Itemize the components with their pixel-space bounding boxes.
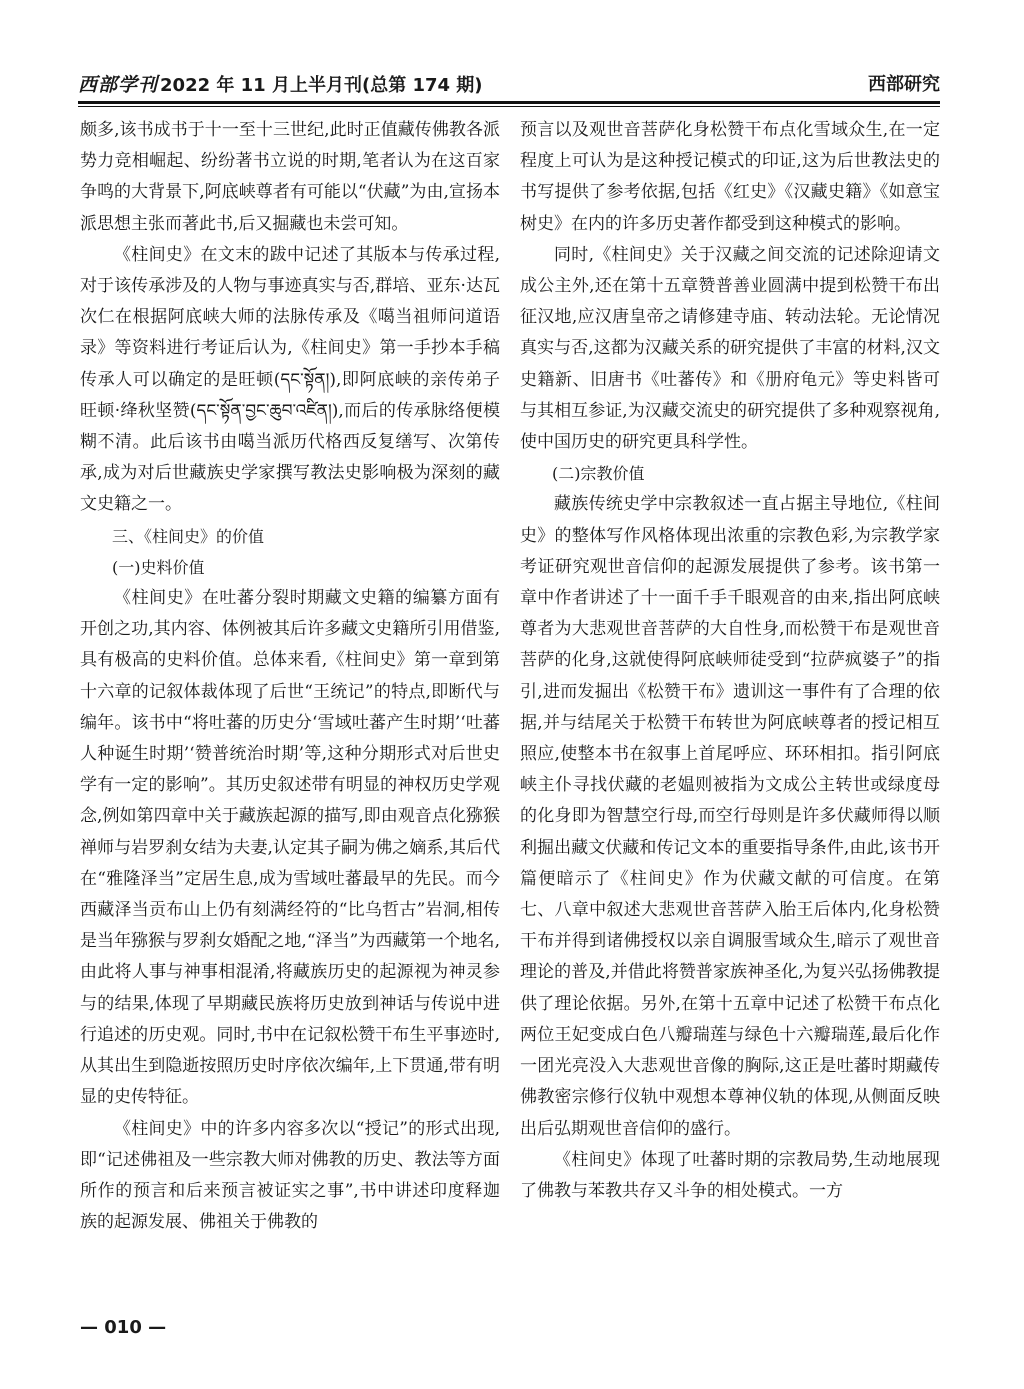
header-rule-thick (78, 101, 940, 104)
header-rule-thin (78, 106, 940, 107)
journal-masthead (78, 70, 483, 97)
subsection-heading: (二)宗教价值 (552, 464, 645, 484)
paragraph: 《柱间史》体现了吐蕃时期的宗教局势,生动地展现了佛教与苯教共存又斗争的相处模式。一方 (520, 1149, 940, 1201)
section-title: 西部研究 (868, 74, 940, 95)
paragraph: 《柱间史》在吐蕃分裂时期藏文史籍的编纂方面有开创之功,其内容、体例被其后许多藏文史籍所引用借鉴,具有极高的史料价值。总体来看,《柱间史》第一章到第十六章的记叙体裁体现了后世“王统记”的特点,即断代与编年。该书中“将吐蕃的历史分‘雪域吐蕃产生时期’‘吐蕃人种诞生时期’‘赞普统治时期’等,这种分期形式对后世史学有一定的影响”。其历史叙述带有明显的神权历史学观念,例如第四章中关于藏族起源的描写,即由观音点化猕猴禅师与岩罗刹女结为夫妻,认定其子嗣为佛之嫡系,其后代在“雅隆泽当”定居生息,成为雪域吐蕃最早的先民。而今西藏泽当贡布山上仍有刻满经符的“比乌哲古”岩洞,相传是当年猕猴与罗刹女婚配之地,“泽当”为西藏第一个地名,由此将人事与神事相混淆,将藏族历史的起源视为神灵参与的结果,体现了早期藏民族将历史放到神话与传说中进行追述的历史观。同时,书中在记叙松赞干布生平事迹时,从其出生到隐逝按照历史时序依次编年,上下贯通,带有明显的史传特征。 (80, 588, 500, 1108)
issue-info: 2022 年 11 月上半月刊(总第 174 期) (160, 75, 483, 96)
paragraph: 颇多,该书成书于十一至十三世纪,此时正值藏传佛教各派势力竞相崛起、纷纷著书立说的时期,笔者认为在这百家争鸣的大背景下,阿底峡尊者有可能以“伏藏”为由,宣扬本派思想主张而著此书,后又掘藏也未尝可知。 (80, 120, 500, 234)
left-column (80, 115, 500, 1238)
right-column (520, 115, 940, 1207)
paragraph: 《柱间史》中的许多内容多次以“授记”的形式出现,即“记述佛祖及一些宗教大师对佛教的历史、教法等方面所作的预言和后来预言被证实之事”,书中讲述印度释迦族的起源发展、佛祖关于佛教的 (80, 1118, 500, 1233)
paragraph: 藏族传统史学中宗教叙述一直占据主导地位,《柱间史》的整体写作风格体现出浓重的宗教色彩,为宗教学家考证研究观世音信仰的起源发展提供了参考。该书第一章中作者讲述了十一面千手千眼观音的由来,指出阿底峡尊者为大悲观世音菩萨的大自性身,而松赞干布是观世音菩萨的化身,这就使得阿底峡师徒受到“拉萨疯婆子”的指引,进而发掘出《松赞干布》遗训这一事件有了合理的依据,并与结尾关于松赞干布转世为阿底峡尊者的授记相互照应,使整本书在叙事上首尾呼应、环环相扣。指引阿底峡主仆寻找伏藏的老媪则被指为文成公主转世或绿度母的化身即为智慧空行母,而空行母则是许多伏藏师得以顺利掘出藏文伏藏和传记文本的重要指导条件,由此,该书开篇便暗示了《柱间史》作为伏藏文献的可信度。在第七、八章中叙述大悲观世音菩萨入胎王后体内,化身松赞干布并得到诸佛授权以亲自调服雪域众生,暗示了观世音理论的普及,并借此将赞普家族神圣化,为复兴弘扬佛教提供了理论依据。另外,在第十五章中记述了松赞干布点化两位王妃变成白色八瓣瑞莲与绿色十六瓣瑞莲,最后化作一团光亮没入大悲观世音像的胸际,这正是吐蕃时期藏传佛教密宗修行仪轨中观想本尊神仪轨的体现,从侧面反映出后弘期观世音信仰的盛行。 (520, 494, 940, 1139)
paragraph: 同时,《柱间史》关于汉藏之间交流的记述除迎请文成公主外,还在第十五章赞普善业圆满中提到松赞干布出征汉地,应汉唐皇帝之请修建寺庙、转动法轮。无论情况真实与否,这都为汉藏关系的研究提供了丰富的材料,汉文史籍新、旧唐书《吐蕃传》和《册府龟元》等史料皆可与其相互参证,为汉藏交流史的研究提供了多种观察视角,使中国历史的研究更具科学性。 (520, 244, 940, 453)
running-header (78, 66, 940, 102)
section-heading: 三、《柱间史》的价值 (112, 526, 265, 546)
subsection-heading: (一)史料价值 (112, 557, 205, 577)
paragraph: 预言以及观世音菩萨化身松赞干布点化雪域众生,在一定程度上可认为是这种授记模式的印证,这为后世教法史的书写提供了参考依据,包括《红史》《汉藏史籍》《如意宝树史》在内的许多历史著作都受到这种模式的影响。 (520, 120, 940, 234)
journal-logo: 西部学刊 (78, 74, 159, 96)
paragraph: 《柱间史》在文末的跋中记述了其版本与传承过程,对于该传承涉及的人物与事迹真实与否,群培、亚东·达瓦次仁在根据阿底峡大师的法脉传承及《噶当祖师问道语录》等资料进行考证后认为,《柱间史》第一手抄本手稿传承人可以确定的是旺顿(དང་སྟོན།),即阿底峡的亲传弟子旺顿·绛秋坚赞(དང་སྟོན་བྱང་ཆུབ་འཛིན།),而后的传承脉络便模糊不清。此后该书由噶当派历代格西反复缮写、次第传承,成为对后世藏族史学家撰写教法史影响极为深刻的藏文史籍之一。 (80, 244, 500, 515)
page-number: — 010 — (80, 1317, 167, 1338)
